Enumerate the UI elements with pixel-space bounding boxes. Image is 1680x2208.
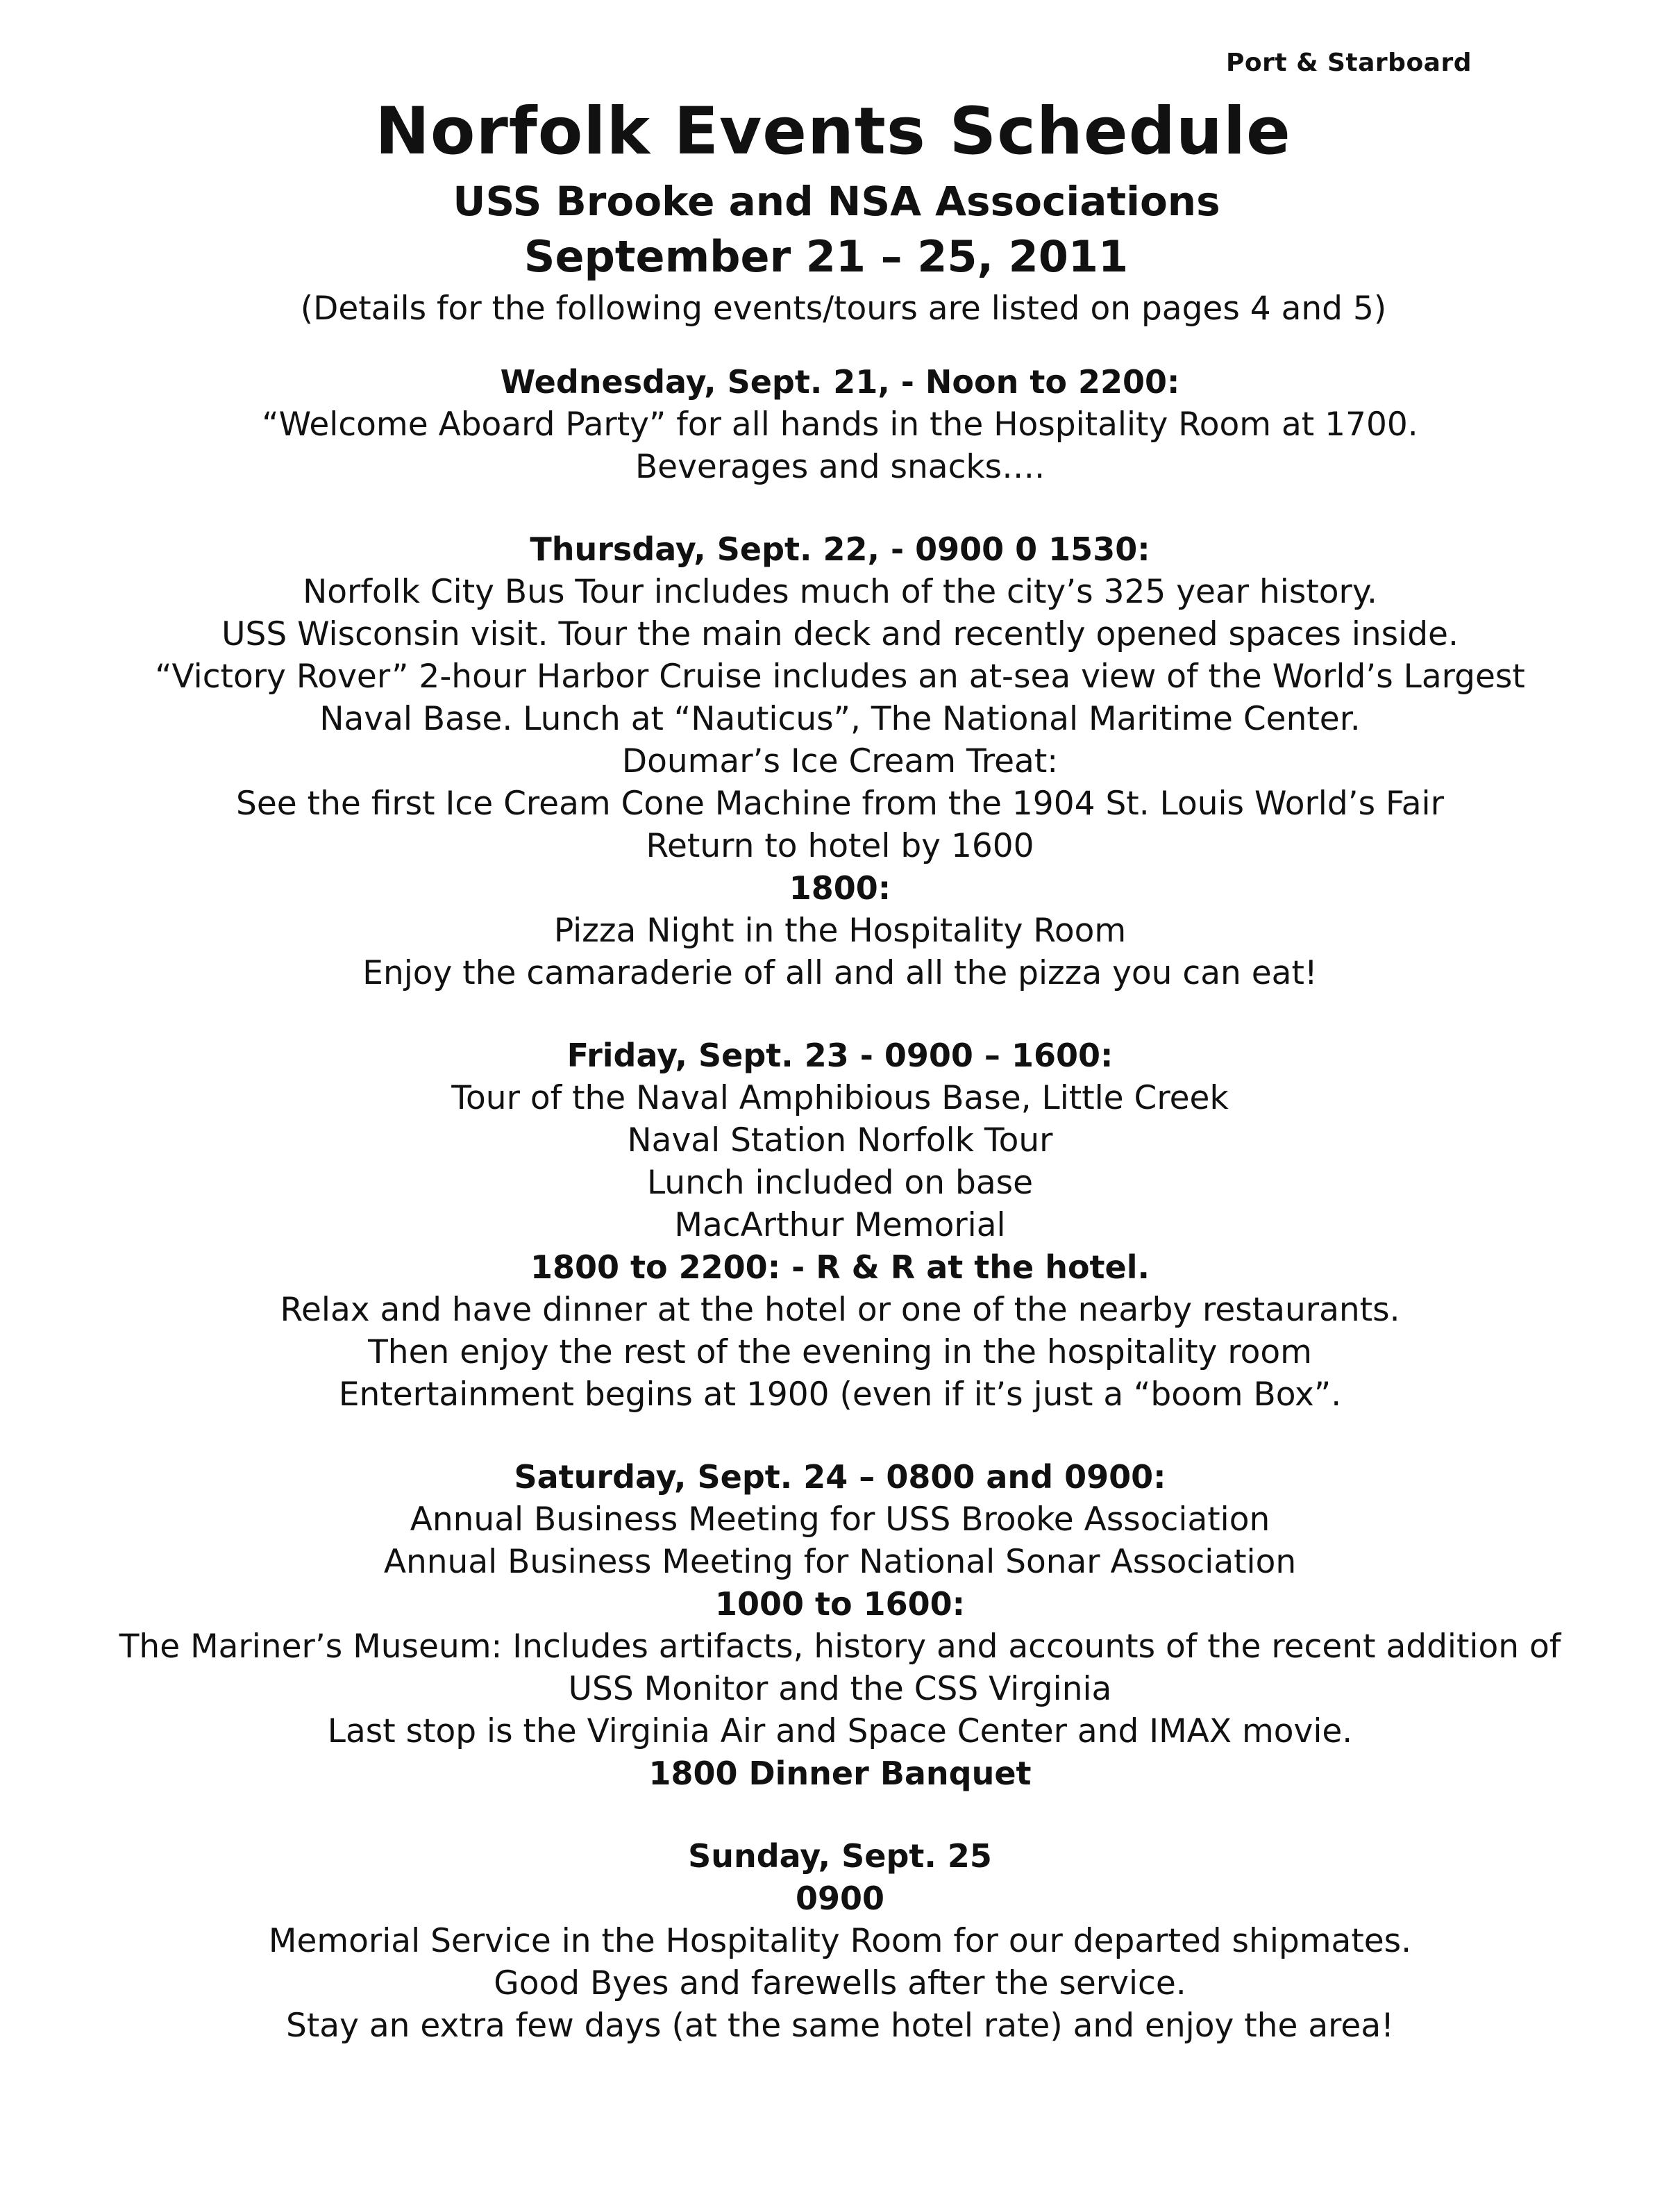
schedule-heading: 1800: [789, 869, 891, 907]
running-head: Port & Starboard [1225, 49, 1472, 77]
schedule-heading: 0900 [795, 1880, 885, 1917]
day-section-friday [0, 1035, 1680, 1416]
day-section-saturday [0, 1456, 1680, 1795]
schedule-line: Beverages and snacks…. [635, 448, 1045, 486]
day-section-wednesday [0, 361, 1680, 488]
schedule-line: Relax and have dinner at the hotel or one of the nearby restaurants. [280, 1291, 1400, 1329]
schedule-line: Annual Business Meeting for USS Brooke Association [410, 1500, 1270, 1539]
schedule-heading: 1800 Dinner Banquet [648, 1755, 1032, 1792]
schedule-line: “Victory Rover” 2-hour Harbor Cruise includes an at-sea view of the World’s Largest [155, 658, 1525, 696]
schedule-line: Good Byes and farewells after the service. [494, 1964, 1186, 2002]
schedule-heading: Thursday, Sept. 22, - 0900 0 1530: [530, 530, 1150, 568]
schedule-heading: Sunday, Sept. 25 [688, 1837, 992, 1875]
schedule-line: Norfolk City Bus Tour includes much of the city’s 325 year history. [303, 573, 1377, 611]
schedule-line: Annual Business Meeting for National Sonar Association [383, 1543, 1297, 1581]
schedule-line: See the first Ice Cream Cone Machine from the 1904 St. Louis World’s Fair [236, 785, 1444, 823]
schedule-line: The Mariner’s Museum: Includes artifacts, history and accounts of the recent addition of [119, 1628, 1561, 1666]
event-dates: September 21 – 25, 2011 [523, 231, 1129, 282]
schedule-heading: 1000 to 1600: [714, 1585, 966, 1623]
schedule-heading: 1800 to 2200: - R & R at the hotel. [530, 1248, 1150, 1286]
document-header [0, 90, 1680, 331]
schedule-heading: Friday, Sept. 23 - 0900 – 1600: [566, 1037, 1114, 1074]
schedule-line: Naval Station Norfolk Tour [627, 1121, 1053, 1160]
schedule-line: Then enjoy the rest of the evening in the hospitality room [368, 1333, 1312, 1371]
schedule-line: Entertainment begins at 1900 (even if it’s just a “boom Box”. [338, 1375, 1342, 1414]
schedule-line: “Welcome Aboard Party” for all hands in the Hospitality Room at 1700. [262, 405, 1418, 444]
schedule-line: Last stop is the Virginia Air and Space Center and IMAX movie. [327, 1712, 1353, 1750]
schedule-line: Pizza Night in the Hospitality Room [553, 912, 1127, 950]
schedule-line: Enjoy the camaraderie of all and all the pizza you can eat! [362, 954, 1318, 992]
schedule-line: Stay an extra few days (at the same hotel rate) and enjoy the area! [286, 2007, 1394, 2045]
schedule-heading: Wednesday, Sept. 21, - Noon to 2200: [500, 363, 1180, 401]
schedule-heading: Saturday, Sept. 24 – 0800 and 0900: [514, 1458, 1166, 1496]
schedule-line: Memorial Service in the Hospitality Room for our departed shipmates. [268, 1922, 1412, 1960]
schedule-line: Naval Base. Lunch at “Nauticus”, The National Maritime Center. [319, 700, 1361, 738]
schedule-line: Lunch included on base [646, 1164, 1034, 1202]
schedule-line: MacArthur Memorial [674, 1206, 1006, 1244]
schedule-line: Tour of the Naval Amphibious Base, Little Creek [451, 1079, 1229, 1117]
day-section-sunday [0, 1835, 1680, 2047]
schedule-line: USS Wisconsin visit. Tour the main deck and recently opened spaces inside. [221, 615, 1459, 653]
details-note: (Details for the following events/tours are listed on pages 4 and 5) [300, 290, 1387, 328]
page-subtitle: USS Brooke and NSA Associations [453, 178, 1220, 225]
schedule-line: USS Monitor and the CSS Virginia [568, 1670, 1112, 1708]
schedule-line: Return to hotel by 1600 [646, 827, 1034, 865]
day-section-thursday [0, 528, 1680, 994]
schedule [0, 361, 1680, 2087]
page-title: Norfolk Events Schedule [375, 94, 1291, 169]
schedule-line: Doumar’s Ice Cream Treat: [621, 742, 1059, 780]
